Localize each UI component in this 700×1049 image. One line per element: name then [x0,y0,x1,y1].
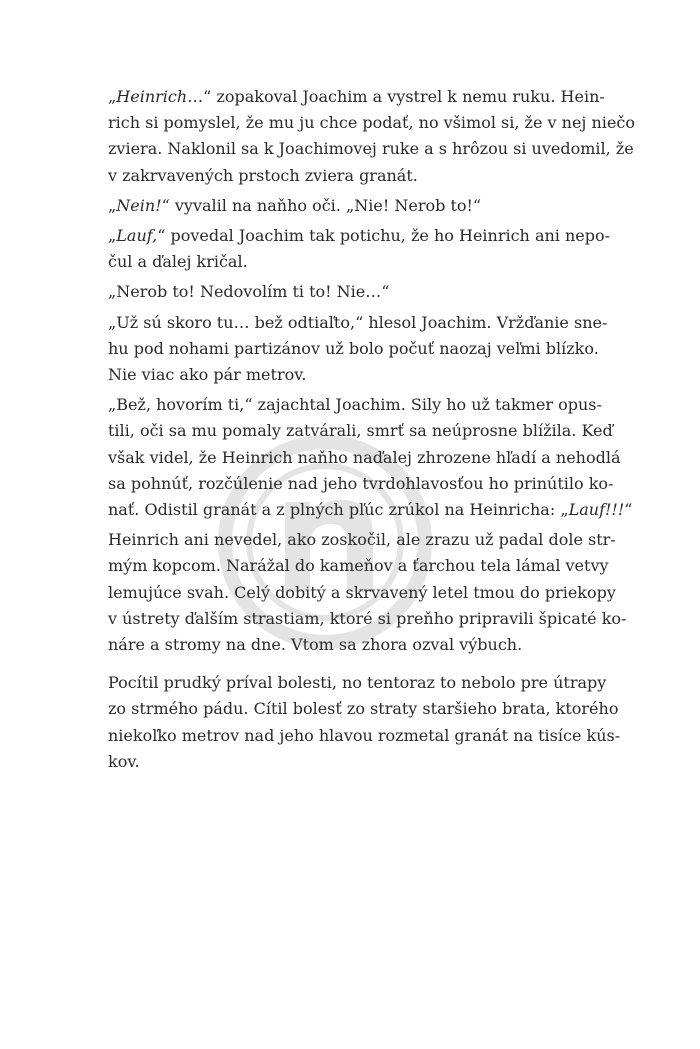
text-run: Heinrich ani nevedel, ako zoskočil, ale zrazu už padal dole str- [108,530,616,550]
text-line [108,110,635,136]
text-line [108,749,598,775]
text-run: “ [624,500,633,520]
text-run: sa pohnúť, rozčúlenie nad jeho tvrdohlavosťou ho prinútilo ko- [108,473,614,493]
italic-text: Nein! [116,195,162,215]
italic-text: Lauf, [116,226,158,246]
text-run: tili, oči sa mu pomaly zatvárali, smrť sa neúprosne blížila. Keď [108,421,613,441]
text-line [108,418,613,444]
text-line [108,136,634,162]
text-line [108,632,598,658]
text-line [108,723,621,749]
paragraph [108,223,611,275]
text-line [108,193,598,219]
text-line [108,553,609,579]
text-run: však videl, že Heinrich naňho naďalej zhrozene hľadí a nehodlá [108,447,621,467]
text-run: čul a ďalej kričal. [108,252,248,272]
text-line [108,336,598,362]
text-line [108,670,607,696]
text-run: v zakrvavených prstoch zviera granát. [108,165,418,185]
text-line [108,223,611,249]
text-run: “ vyvalil na naňho oči. „Nie! Nerob to!“ [161,195,482,215]
text-line [108,163,598,189]
text-run: „ [108,195,117,215]
text-run: „ [108,226,117,246]
paragraph [108,279,598,305]
text-run: nať. Odistil granát a z plných pľúc zrúkol na Heinricha: „ [108,500,569,520]
italic-text: Lauf!!! [568,500,625,520]
text-line [108,471,614,497]
body-text [108,84,635,775]
text-line [108,606,627,632]
text-line [108,497,633,523]
paragraph [108,392,633,523]
text-line [108,527,616,553]
text-run: “ zopakoval Joachim a vystrel k nemu ruku. Hein- [203,87,605,106]
text-run: Nie viac ako pár metrov. [108,365,307,385]
text-run: lemujúce svah. Celý dobitý a skrvavený letel tmou do priekopy [108,582,616,602]
text-run: mým kopcom. Narážal do kameňov a ťarchou tela lámal vetvy [108,556,609,576]
text-run: „Nerob to! Nedovolím ti to! Nie…“ [108,282,390,302]
text-line [108,279,598,305]
text-run: rich si pomyslel, že mu ju chce podať, no všimol si, že v nej niečo [108,113,635,133]
text-run: „Už sú skoro tu… bež odtiaľto,“ hlesol Joachim. Vržďanie sne- [108,312,608,332]
paragraph [108,527,627,658]
text-run: “ povedal Joachim tak potichu, že ho Heinrich ani nepo- [157,226,611,246]
text-run: hu pod nohami partizánov už bolo počuť naozaj veľmi blízko. [108,338,599,358]
text-line [108,84,605,110]
text-line [108,696,619,722]
text-line [108,310,608,336]
text-line [108,362,598,388]
text-run: „ [108,87,117,106]
text-line [108,392,602,418]
paragraph [108,670,621,775]
paragraph [108,310,608,389]
paragraph [108,193,598,219]
text-run: niekoľko metrov nad jeho hlavou rozmetal granát na tisíce kús- [108,725,621,745]
text-run: zviera. Naklonil sa k Joachimovej ruke a s hrôzou si uvedomil, že [108,139,634,159]
text-line [108,249,598,275]
text-run: náre a stromy na dne. Vtom sa zhora ozval výbuch. [108,635,523,655]
text-run: v ústrety ďalším strastiam, ktoré si preňho pripravili špicaté ko- [108,608,627,628]
text-run: zo strmého pádu. Cítil bolesť zo straty staršieho brata, ktorého [108,699,619,719]
text-run: Pocítil prudký príval bolesti, no tentoraz to nebolo pre útrapy [108,673,607,693]
text-run: kov. [108,751,140,771]
text-line [108,445,621,471]
paragraph [108,84,635,189]
text-line [108,580,616,606]
italic-text: Heinrich… [116,87,204,106]
text-run: „Bež, hovorím ti,“ zajachtal Joachim. Sily ho už takmer opus- [108,395,602,415]
